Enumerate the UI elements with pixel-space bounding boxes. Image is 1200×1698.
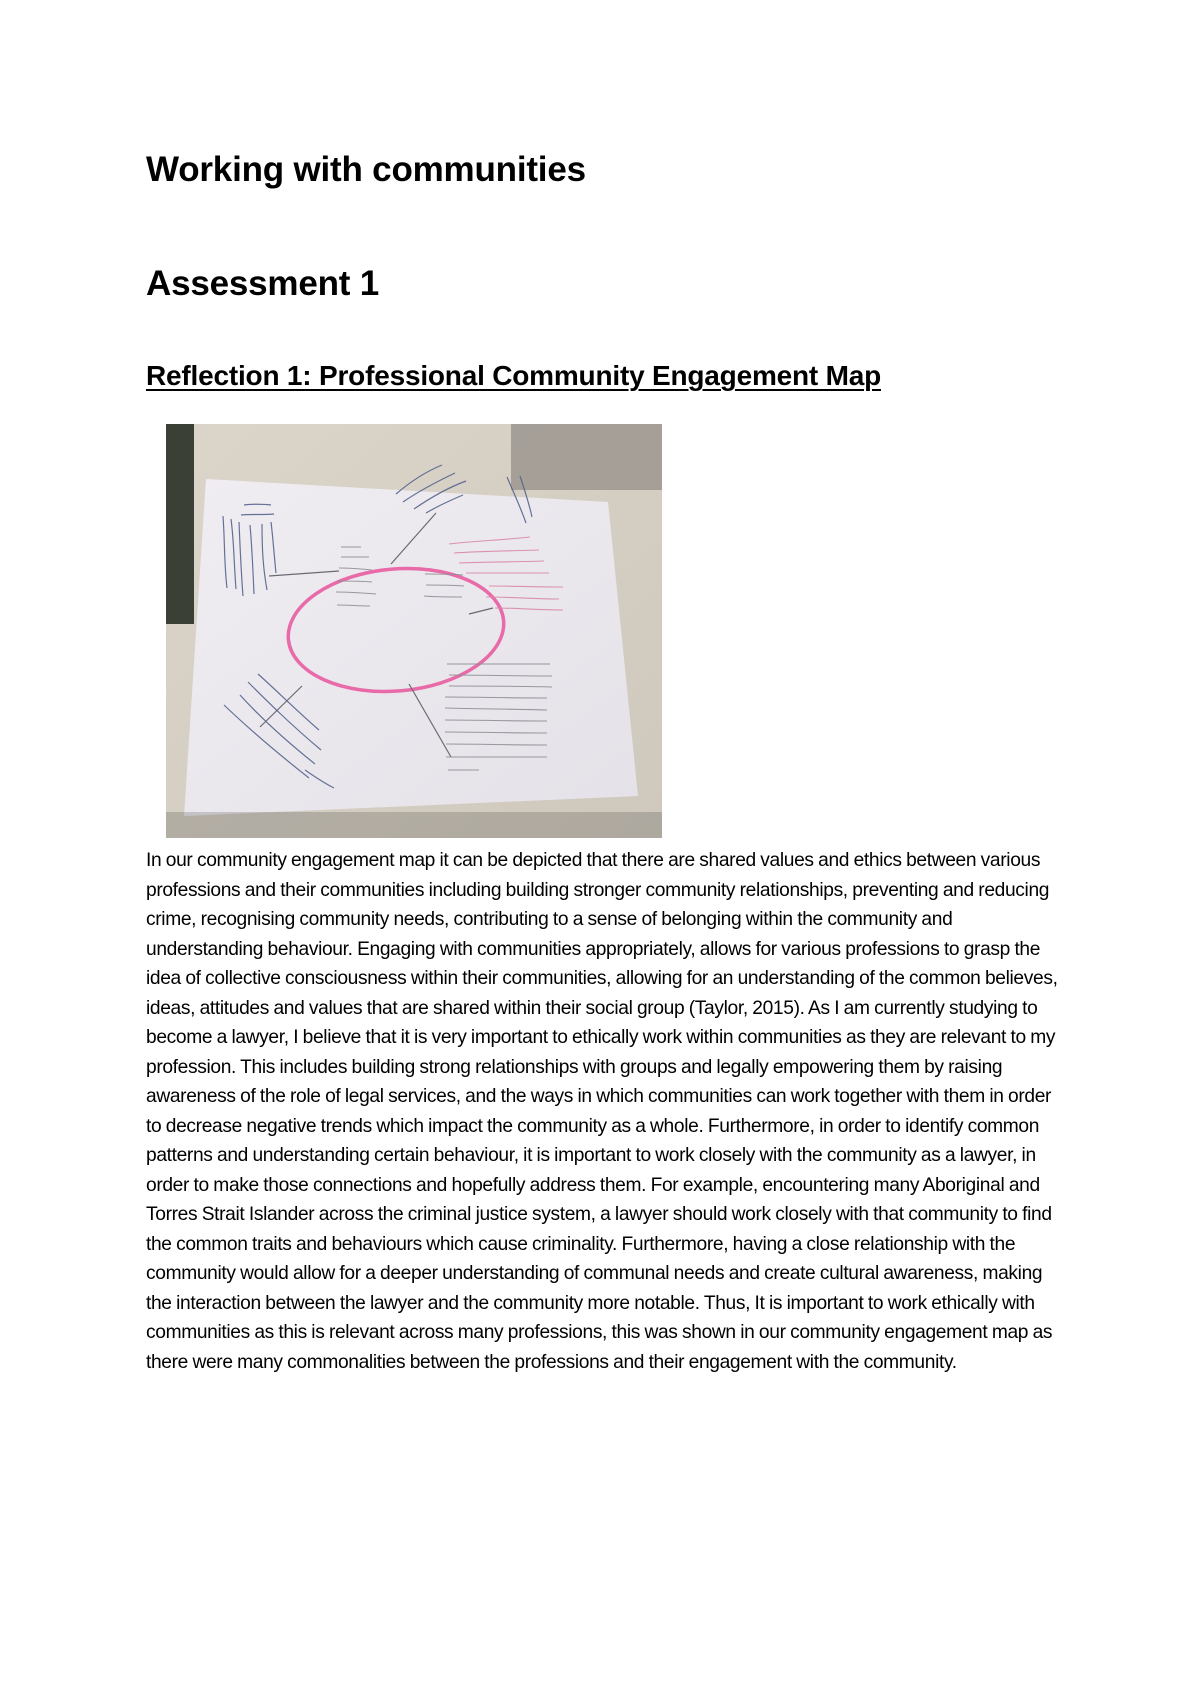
engagement-map-photo [166,424,662,838]
photo-bottom-strip [166,812,662,838]
reflection-heading: Reflection 1: Professional Community Engagement Map [146,360,882,391]
document-title: Working with communities [146,150,586,189]
reflection-body-paragraph: In our community engagement map it can be depicted that there are shared values and ethics between various professions and their communities including building stronger community relationships, preventing and reducing crime, recognising community needs, contributing to a sense of belonging within the community and understanding behaviour. Engaging with communities appropriately, allows for various professions to grasp the idea of collective consciousness within their communities, allowing for an understanding of the common believes, ideas, attitudes and values that are shared within their social group (Taylor, 2015). As I am currently studying to become a lawyer, I believe that it is very important to ethically work within communities as they are relevant to my profession. This includes building strong relationships with groups and legally empowering them by raising awareness of the role of legal services, and the ways in which communities can work together with them in order to decrease negative trends which impact the community as a whole. Furthermore, in order to identify common patterns and understanding certain behaviour, it is important to work closely with the community as a lawyer, in order to make those connections and hopefully address them. For example, encountering many Aboriginal and Torres Strait Islander across the criminal justice system, a lawyer should work closely with that community to find the common traits and behaviours which cause criminality. Furthermore, having a close relationship with the community would allow for a deeper understanding of communal needs and create cultural awareness, making the interaction between the lawyer and the community more notable. Thus, It is important to work ethically with communities as this is relevant across many professions, this was shown in our community engagement map as there were many commonalities between the professions and their engagement with the community. [146,850,1058,1373]
dark-left-edge [166,424,194,624]
dark-top-right [511,424,662,490]
engagement-map-illustration [166,424,662,838]
assessment-subtitle: Assessment 1 [146,264,380,303]
paper-sheet [184,479,638,816]
